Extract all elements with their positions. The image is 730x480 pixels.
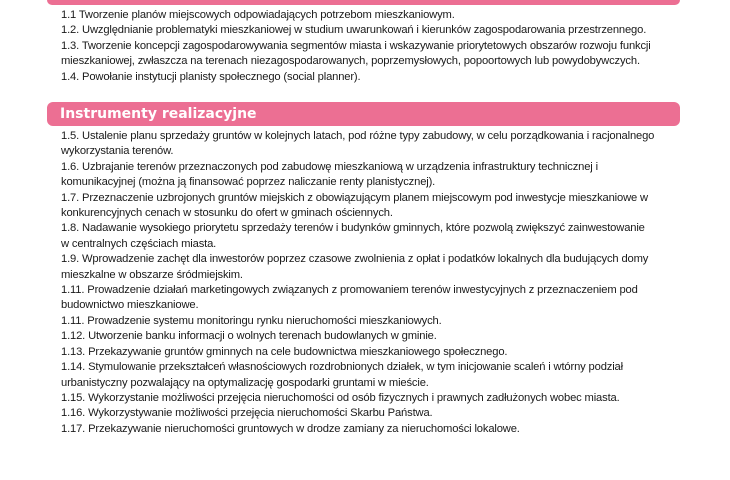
list-item <box>61 283 701 314</box>
list-item-line: 1.16. Wykorzystywanie możliwości przejęcia nieruchomości Skarbu Państwa. <box>61 407 433 420</box>
list-item <box>61 252 701 283</box>
list-item-line: wykorzystania terenów. <box>61 145 174 158</box>
list-item <box>61 314 701 329</box>
top-pink-bar <box>47 0 680 5</box>
list-item-line: budownictwo mieszkaniowe. <box>61 299 199 312</box>
list-item-line: 1.6. Uzbrajanie terenów przeznaczonych pod zabudowę mieszkaniową w urządzenia infrastruktury technicznej i <box>61 160 598 173</box>
list-item <box>61 23 701 38</box>
list-item-line: 1.1 Tworzenie planów miejscowych odpowiadających potrzebom mieszkaniowym. <box>61 9 455 21</box>
planning-items-list <box>61 8 701 85</box>
list-item-line: 1.5. Ustalenie planu sprzedaży gruntów w kolejnych latach, pod różne typy zabudowy, w celu porządkowania i racjonalnego <box>61 130 655 142</box>
list-item <box>61 406 701 421</box>
list-item <box>61 191 701 222</box>
list-item <box>61 70 701 85</box>
list-item-line: 1.2. Uwzględnianie problematyki mieszkaniowej w studium uwarunkowań i kierunków zagospodarowania przestrzennego. <box>61 24 647 37</box>
list-item <box>61 360 701 391</box>
list-item-line: 1.13. Przekazywanie gruntów gminnych na cele budownictwa mieszkaniowego społecznego. <box>61 345 508 358</box>
list-item <box>61 129 701 160</box>
implementation-items-list <box>61 129 701 437</box>
list-item <box>61 391 701 406</box>
list-item <box>61 160 701 191</box>
list-item-line: 1.11. Prowadzenie systemu monitoringu rynku nieruchomości mieszkaniowych. <box>61 314 442 327</box>
list-item-line: 1.11. Prowadzenie działań marketingowych związanych z promowaniem terenów inwestycyjnych z przeznaczeniem pod <box>61 284 638 297</box>
list-item-line: konkurencyjnych cenach w stosunku do ofert w gminach ościennych. <box>61 207 393 220</box>
list-item-line: 1.7. Przeznaczenie uzbrojonych gruntów miejskich z obowiązującym planem miejscowym pod inwestycje mieszkaniowe w <box>61 191 648 204</box>
section-header <box>47 102 680 126</box>
list-item-line: 1.9. Wprowadzenie zachęt dla inwestorów poprzez czasowe zwolnienia z opłat i podatków lokalnych dla budujących domy <box>61 253 649 266</box>
list-item <box>61 39 701 70</box>
list-item <box>61 8 701 23</box>
list-item-line: komunikacyjnej (można ją finansować poprzez naliczanie renty planistycznej). <box>61 176 436 189</box>
list-item <box>61 345 701 360</box>
list-item <box>61 422 701 437</box>
list-item-line: 1.3. Tworzenie koncepcji zagospodarowywania segmentów miasta i wskazywanie priorytetowych obszarów rozwoju funkcji <box>61 39 651 52</box>
list-item-line: 1.14. Stymulowanie przekształceń własnościowych rozdrobnionych działek, w tym inicjowanie scaleń i wtórny podział <box>61 361 623 374</box>
list-item-line: w centralnych częściach miasta. <box>61 237 217 250</box>
section-header-title: Instrumenty realizacyjne <box>60 106 257 122</box>
list-item-line: 1.15. Wykorzystanie możliwości przejęcia nieruchomości od osób fizycznych i prawnych zadłużonych wobec miasta. <box>61 391 620 404</box>
list-item-line: mieszkaniowej, zwłaszcza na terenach niezagospodarowanych, poprzemysłowych, popoortowych lub powydobywczych. <box>61 55 640 68</box>
list-item-line: urbanistyczny pozwalający na optymalizację gospodarki gruntami w mieście. <box>61 376 429 389</box>
list-item-line: 1.17. Przekazywanie nieruchomości gruntowych w drodze zamiany za nieruchomości lokalowe. <box>61 422 520 435</box>
list-item-line: 1.12. Utworzenie banku informacji o wolnych terenach budowlanych w gminie. <box>61 330 437 343</box>
list-item-line: mieszkalne w obszarze śródmiejskim. <box>61 268 243 281</box>
list-item-line: 1.4. Powołanie instytucji planisty społecznego (social planner). <box>61 70 361 83</box>
list-item <box>61 329 701 344</box>
list-item <box>61 221 701 252</box>
list-item-line: 1.8. Nadawanie wysokiego priorytetu sprzedaży terenów i budynków gminnych, które pozwolą zwiększyć zainwestowanie <box>61 222 645 235</box>
